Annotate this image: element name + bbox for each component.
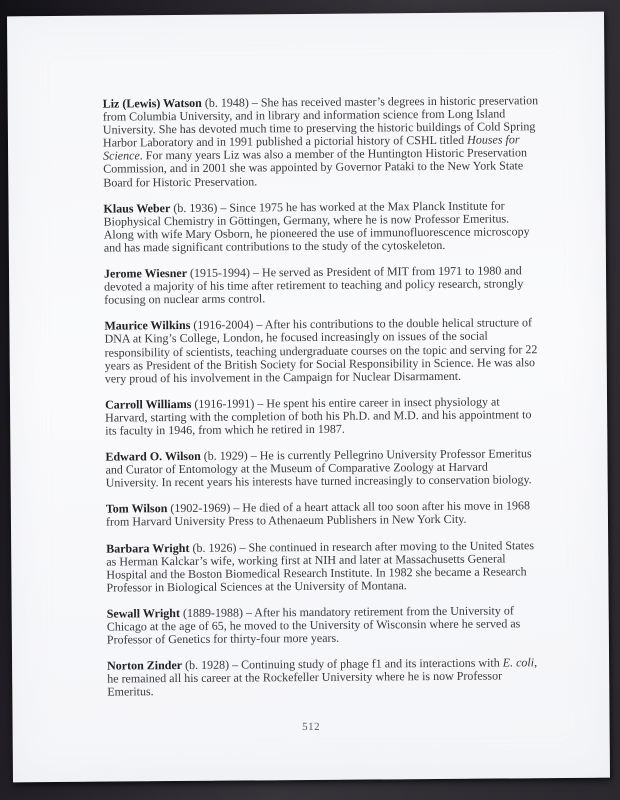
entry-text-segment: (1916-2004) – After his contributions to the double helical structure of DNA at King’s College, London, he focused increasingly on issues of the social responsibility of scientists, teaching undergraduate courses on the topic and serving for 22 years as President of the British Society for Social Responsibility in Science. He was also very proud of his involvement in the Campaign for Nuclear Disarmament. bbox=[104, 315, 538, 386]
entry-text-segment: Houses for Science bbox=[103, 132, 520, 163]
entry-text-segment: (b. 1929) – He is currently Pellegrino University Professor Emeritus and Curator of Entomology at the Museum of Comparative Zoology at Harvard University. In recent years his interests have turned increasingly to conservation biology. bbox=[105, 446, 532, 490]
entry-text-segment: (b. 1936) – Since 1975 he has worked at the Max Planck Institute for Biophysical Chemistry in Göttingen, Germany, where he is now Professor Emeritus. Along with wife Mary Osborn, he pioneered the use of immunofluorescence microscopy and has made significant contributions to the study of the cytoskeleton. bbox=[103, 198, 530, 255]
entry-name: Carroll Williams bbox=[104, 396, 192, 412]
entry-text-segment: (1889-1988) – After his mandatory retirement from the University of Chicago at the age of 65, he moved to the University of Wisconsin where he served as Professor of Genetics for thirty-four more years. bbox=[106, 603, 521, 647]
bio-entry bbox=[107, 656, 543, 699]
entry-name: Klaus Weber bbox=[103, 200, 171, 216]
entry-name: Barbara Wright bbox=[106, 540, 190, 556]
bio-entry bbox=[105, 447, 541, 490]
entry-text-segment: (b. 1928) – Continuing study of phage f1 and its interactions with bbox=[182, 655, 503, 673]
bio-entry bbox=[105, 395, 541, 438]
entry-text-segment: (1916-1991) – He spent his entire career in insect physiology at Harvard, starting with the completion of both his Ph.D. and M.D. and his appointment to its faculty in 1946, from which he retired in 1987. bbox=[105, 394, 532, 438]
entry-name: Tom Wilson bbox=[105, 501, 168, 516]
bio-entries bbox=[103, 94, 544, 712]
entry-text-segment: (1915-1994) – He served as President of MIT from 1971 to 1980 and devoted a majority of his time after retirement to teaching and policy research, strongly focusing on nuclear arms control. bbox=[104, 263, 524, 307]
entry-text-segment: (b. 1948) – She has received master’s degrees in historic preservation from Columbia University, and in library and information science from Long Island University. She has devoted much time to preserving the historic buildings of Cold Spring Harbor Laboratory and in 1991 published a pictorial history of CSHL titled bbox=[102, 93, 539, 150]
entry-name: Maurice Wilkins bbox=[104, 318, 191, 333]
bio-entry bbox=[103, 94, 540, 189]
bio-entry bbox=[106, 539, 542, 595]
document-page bbox=[7, 12, 610, 783]
entry-text-segment: (1902-1969) – He died of a heart attack all too soon after his move in 1968 from Harvard University Press to Athenaeum Publishers in New York City. bbox=[105, 498, 530, 530]
entry-name: Liz (Lewis) Watson bbox=[102, 95, 202, 111]
bio-entry bbox=[107, 604, 543, 647]
entry-text-segment: . For many years Liz was also a member of the Huntington Historic Preservation Commission, and in 2001 she was appointed by Governor Pataki to the New York State Board for Historic Preservation. bbox=[103, 145, 528, 190]
entry-text-segment: E. coli bbox=[502, 655, 535, 670]
bio-entry bbox=[104, 316, 541, 385]
entry-name: Jerome Wiesner bbox=[103, 265, 188, 281]
page-number: 512 bbox=[302, 720, 321, 734]
bio-entry bbox=[103, 199, 539, 255]
bio-entry bbox=[106, 500, 542, 530]
entry-name: Norton Zinder bbox=[107, 658, 183, 673]
entry-text-segment: , he remained all his career at the Rockefeller University where he is now Professor Emeritus. bbox=[107, 655, 538, 699]
bio-entry bbox=[104, 264, 540, 307]
entry-name: Sewall Wright bbox=[106, 605, 180, 621]
entry-text-segment: (b. 1926) – She continued in research after moving to the United States as Herman Kalckar’s wife, working first at NIH and later at Massachusetts General Hospital and the Boston Biomedical Research Institute. In 1982 she became a Research Professor in Biological Sciences at the University of Montana. bbox=[106, 537, 535, 595]
entry-name: Edward O. Wilson bbox=[105, 448, 201, 464]
